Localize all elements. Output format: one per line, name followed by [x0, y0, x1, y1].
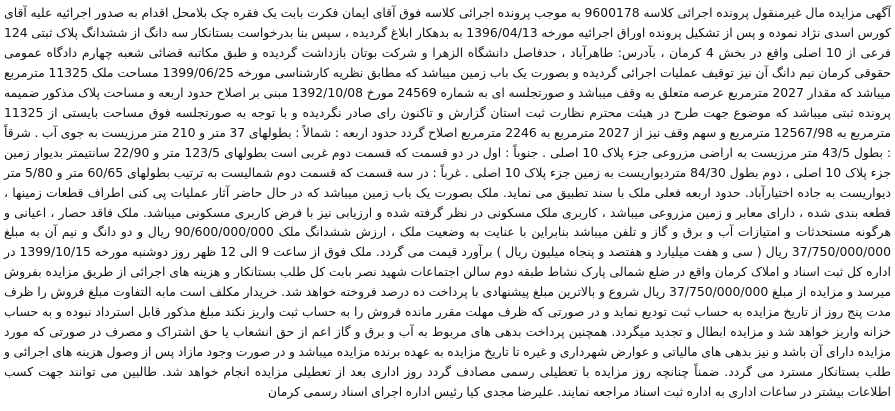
notice-body-text: آگهی مزایده مال غیرمنقول پرونده اجرائی کلاسه 9600178 به موجب پرونده اجرائی کلاسه فوق آقای ایمان فکرت بابت یک فقره چک بلامحل اقدام به صدور اجرائیه علیه آقای کورس اسدی نژاد نموده و پس از تشکیل پرونده اوراق اجرائیه مورخه 1396/04/13 به بدهکار ابلاغ گردیده ، سپس بنا بدرخواست بستانکار سه دانگ از ششدانگ پلاک ثبتی 124 فرعی از 10 اصلی واقع در بخش 4 کرمان ، بآدرس: طاهرآباد ، حدفاصل دانشگاه الزهرا و شرکت بوتان بازداشت گردیده و طبق مکاتبه قضائی شعبه چهارم دادگاه عمومی حقوقی کرمان نیم دانگ آن نیز توقیف عملیات اجرائی گردیده و بصورت یک باب زمین میباشد که مطابق نظریه کارشناسی مورخه 1399/06/25 مساحت ملک 11325 مترمربع میباشد که مقدار 2027 مترمربع عرصه متعلق به وقف میباشد و صورتجلسه ای به شماره 24569 مورخ 1392/10/08 مبنی بر اصلاح حدود اربعه و مساحت پلاک مذکور ضمیمه پرونده ثبتی میباشد که موضوع جهت طرح در هیئت محترم نظارت ثبت استان گزارش و تاکنون رای صادر نگردیده و با توجه به صورتجلسه فوق مساحت بایستی از 11325 مترمربع به 12567/98 مترمربع و سهم وقف نیز از 2027 مترمربع به 2246 مترمربع اصلاح گردد حدود اربعه : شمالاً : بطولهای 37 متر و 210 متر مرزیست به جوی آب . شرقاً : بطول 43/5 متر مرزیست به اراضی مزروعی جزء پلاک 10 اصلی . جنوباً : اول در دو قسمت که قسمت دوم غربی است بطولهای 123/5 متر و 22/90 سانتیمتر بدیوار زمین جزء پلاک 10 اصلی ، دوم بطول 84/30 متردیواریست به زمین جزء پلاک 10 اصلی . غرباً : در سه قسمت که قسمت دوم شمالیست به ترتیب بطولهای 60/65 متر و 5/80 متر دیواریست به جاده اختیارآباد. حدود اربعه فعلی ملک با سند تطبیق می نماید. ملک بصورت یک باب زمین میباشد که در حال حاضر آثار عملیات پی کنی اطراف قطعات زمینها ، قطعه بندی شده ، دارای معابر و زمین مزروعی میباشد ، کاربری ملک مسکونی در نظر گرفته شده و ارزیابی نیز با فرض کاربری مسکونی میباشد. ملک فاقد حصار ، اعیانی و هرگونه مستحدثات و امتیازات آب و برق و گاز و تلفن میباشد بنابراین با عنایت به وضعیت ملک ، ارزش ششدانگ ملک 90/600/000/000 ریال و دو دانگ و نیم آن به مبلغ 37/750/000/000 ریال ( سی و هفت میلیارد و هفتصد و پنجاه میلیون ریال ) برآورد قیمت می گردد. ملک فوق از ساعت 9 الی 12 ظهر روز دوشنبه مورخه 1399/10/15 در اداره کل ثبت اسناد و املاک کرمان واقع در ضلع شمالی پارک نشاط طبقه دوم سالن اجتماعات شهید نصر بابت کل طلب بستانکار و هزینه های اجرائی از طریق مزایده بفروش میرسد و مزایده از مبلغ 37/750/000/000 ریال شروع و بالاترین مبلغ پیشنهادی با پرداخت ده درصد فروخته خواهد شد. خریدار مکلف است مابه التفاوت مبلغ فروش را ظرف مدت پنج روز از تاریخ مزایده به حساب ثبت تودیع نماید و در صورتی که ظرف مهلت مقرر مانده فروش را به حساب ثبت واریز نکند مبلغ مذکور قابل استرداد نبوده و به حساب خزانه واریز خواهد شد و مزایده ابطال و تجدید میگردد. همچنین پرداخت بدهی های مربوط به آب و برق و گاز اعم از حق انشعاب یا حق اشتراک و مصرف در صورتی که مورد مزایده دارای آن باشد و نیز بدهی های مالیاتی و عوارض شهرداری و غیره تا تاریخ مزایده به عهده برنده مزایده میباشد و در صورت وجود مازاد پس از وصول هزینه های اجرائی و طلب بستانکار مسترد می گردد. ضمناً چنانچه روز مزایده با تعطیلی رسمی مصادف گردد روز اداری بعد از تعطیلی مزایده انجام خواهد شد. طالبین می توانند جهت کسب اطلاعات بیشتر در ساعات اداری به اداره ثبت اسناد مراجعه نمایند. علیرضا مجدی کیا رئیس اداره اجرای اسناد رسمی کرمان [4, 5, 892, 400]
